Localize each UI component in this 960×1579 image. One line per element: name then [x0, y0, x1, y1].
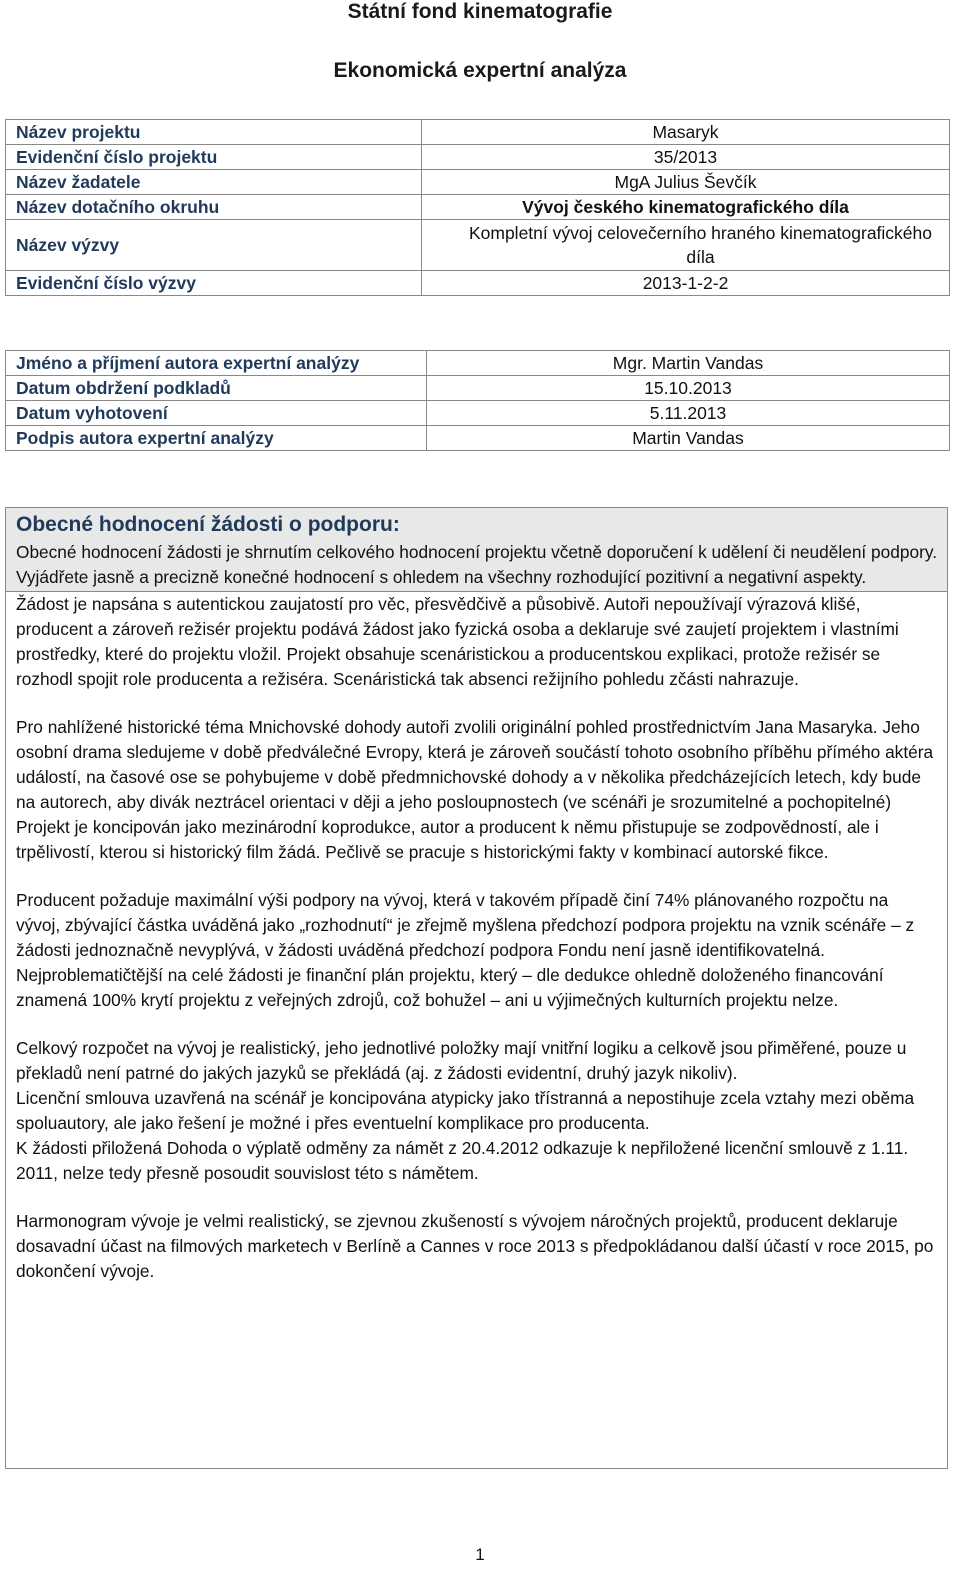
table-row	[6, 195, 950, 220]
row-label: Název dotačního okruhu	[6, 195, 422, 220]
row-label: Název výzvy	[6, 220, 422, 271]
row-value: Martin Vandas	[427, 426, 950, 451]
row-label: Datum vyhotovení	[6, 401, 427, 426]
row-value: Vývoj českého kinematografického díla	[422, 195, 950, 220]
table-row	[6, 376, 950, 401]
table-row	[6, 120, 950, 145]
evaluation-heading: Obecné hodnocení žádosti o podporu:	[16, 513, 400, 536]
row-value: Masaryk	[422, 120, 950, 145]
table-row	[6, 145, 950, 170]
evaluation-paragraph: Producent požaduje maximální výši podpory na vývoj, která v takovém případě činí 74% plánovaného rozpočtu na vývoj, zbývající částka uváděná jako „rozhodnutí“ je zřejmě myšlena předchozí podpora projektu na vznik scénáře – z žádosti jednoznačně nevyplývá, v žádosti uváděná předchozí podpora Fondu není jasně identifikovatelná. Nejproblematičtější na celé žádosti je finanční plán projektu, který – dle dedukce ohledně doloženého financování znamená 100% krytí projektu z veřejných zdrojů, což bohužel – ani u výjimečných kulturních projektu nelze.	[16, 890, 915, 1010]
row-label: Název žadatele	[6, 170, 422, 195]
evaluation-paragraph: Harmonogram vývoje je velmi realistický, se zjevnou zkušeností s vývojem náročných projektů, producent deklaruje dosavadní účast na filmových marketech v Berlíně a Cannes v roce 2013 s předpokládanou další účastí v roce 2015, po dokončení vývoje.	[16, 1211, 934, 1281]
row-value: Mgr. Martin Vandas	[427, 351, 950, 376]
evaluation-instruction: Obecné hodnocení žádosti je shrnutím celkového hodnocení projektu včetně doporučení k udělení či neudělení podpory. Vyjádřete jasně a precizně konečné hodnocení s ohledem na všechny rozhodující pozitivní a negativní aspekty.	[16, 542, 938, 587]
row-label: Jméno a příjmení autora expertní analýzy	[6, 351, 427, 376]
row-label: Název projektu	[6, 120, 422, 145]
evaluation-box	[5, 507, 948, 1469]
page-number: 1	[475, 1545, 485, 1564]
evaluation-paragraph: Žádost je napsána s autentickou zaujatostí pro věc, přesvědčivě a působivě. Autoři nepoužívají výrazová klišé, producent a zároveň režisér projektu podává žádost jako fyzická osoba a deklaruje své zaujetí projektem i vlastními prostředky, které do projektu vložil. Projekt obsahuje scenáristickou a producentskou explikaci, protože režisér se rozhodl spojit role producenta a režiséra. Scenáristická tak absenci režijního pohledu zčásti nahrazuje.	[16, 594, 899, 689]
evaluation-body	[6, 592, 947, 1284]
row-value: MgA Julius Ševčík	[422, 170, 950, 195]
table-row	[6, 170, 950, 195]
table-row	[6, 351, 950, 376]
org-title: Státní fond kinematografie	[347, 0, 613, 23]
row-value: 2013-1-2-2	[422, 271, 950, 296]
table-row	[6, 220, 950, 271]
evaluation-paragraph: Celkový rozpočet na vývoj je realistický, jeho jednotlivé položky mají vnitřní logiku a celkově jsou přiměřené, pouze u překladů není patrné do jakých jazyků se překládá (aj. z žádosti evidentní, druhý jazyk nikoliv). Licenční smlouva uzavřená na scénář je koncipována atypicky jako třístranná a nepostihuje zcela vztahy mezi oběma spoluautory, ale jako řešení je možné i přes eventuelní komplikace pro producenta. K žádosti přiložená Dohoda o výplatě odměny za námět z 20.4.2012 odkazuje k nepřiložené licenční smlouvě z 1.11. 2011, nelze tedy přesně posoudit souvislost této s námětem.	[16, 1038, 915, 1183]
evaluation-header	[6, 508, 947, 592]
document-title: Ekonomická expertní analýza	[333, 59, 627, 82]
row-label: Datum obdržení podkladů	[6, 376, 427, 401]
table-row	[6, 271, 950, 296]
row-value: Kompletní vývoj celovečerního hraného kinematografického díla	[422, 220, 950, 271]
evaluation-paragraph: Pro nahlížené historické téma Mnichovské dohody autoři zvolili originální pohled prostřednictvím Jana Masaryka. Jeho osobní drama sledujeme v době předválečné Evropy, která je zároveň součástí tohoto osobního příběhu přímého aktéra událostí, na časové ose se pohybujeme v době předmnichovské dohody a v několika předcházejících letech, kdy bude na autorech, aby divák neztrácel orientaci v ději a jeho posloupnostech (ve scénáři je srozumitelné a pochopitelné) Projekt je koncipován jako mezinárodní koprodukce, autor a producent k němu přistupuje se zodpovědností, ale i trpělivostí, kterou si historický film žádá. Pečlivě se pracuje s historickými fakty v kombinací autorské fikce.	[16, 717, 934, 862]
row-label: Evidenční číslo výzvy	[6, 271, 422, 296]
row-label: Evidenční číslo projektu	[6, 145, 422, 170]
table-row	[6, 401, 950, 426]
author-table	[5, 350, 950, 451]
table-row	[6, 426, 950, 451]
row-value: 5.11.2013	[427, 401, 950, 426]
row-label: Podpis autora expertní analýzy	[6, 426, 427, 451]
row-value: 15.10.2013	[427, 376, 950, 401]
row-value: 35/2013	[422, 145, 950, 170]
project-table	[5, 119, 950, 296]
